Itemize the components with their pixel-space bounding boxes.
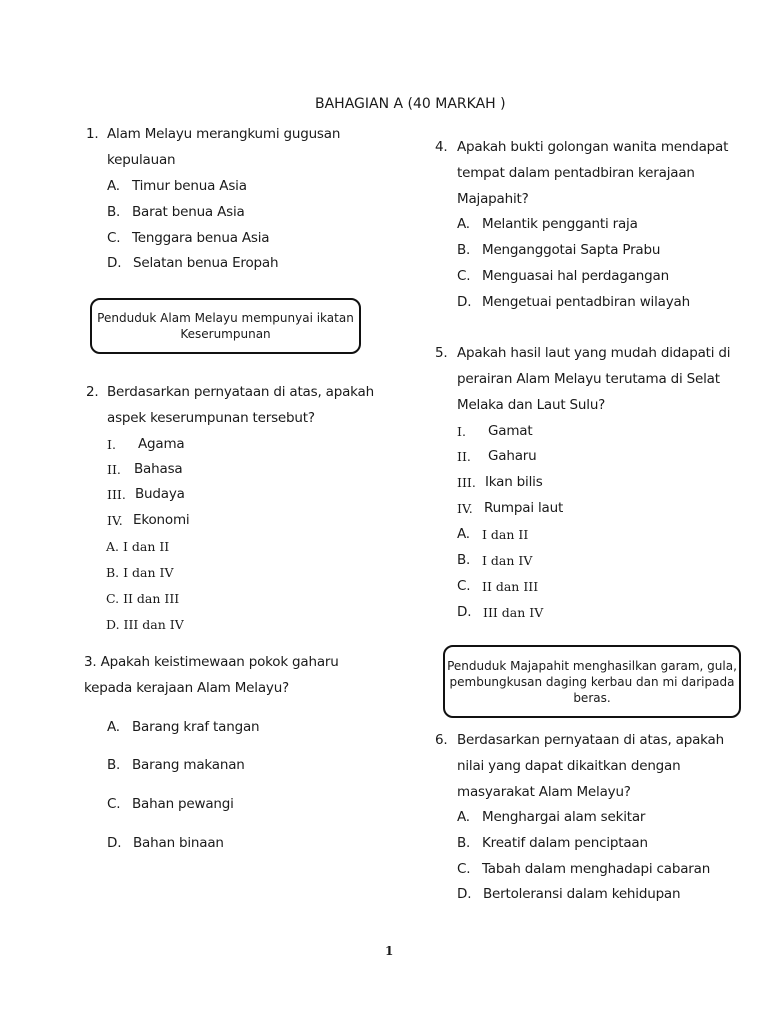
question-text: Alam Melayu merangkumi gugusan (107, 126, 341, 142)
question-text: Apakah hasil laut yang mudah didapati di (457, 345, 731, 361)
option-text: Selatan benua Eropah (133, 255, 279, 271)
option-text: III dan IV (483, 605, 544, 620)
statement-line: beras. (573, 690, 611, 705)
question-text: Apakah bukti golongan wanita mendapat (457, 139, 729, 155)
option-letter: A. (457, 809, 470, 825)
option-text: Barat benua Asia (132, 204, 245, 220)
question-text: 3. Apakah keistimewaan pokok gaharu (84, 654, 339, 670)
section-heading: BAHAGIAN A (40 MARKAH ) (315, 96, 506, 112)
question-text: perairan Alam Melayu terutama di Selat (457, 371, 720, 387)
option: B. I dan IV (106, 565, 174, 580)
question-text: kepulauan (107, 152, 176, 168)
roman-numeral: III. (107, 487, 126, 502)
option-letter: D. (107, 255, 122, 271)
option-text: Tenggara benua Asia (132, 230, 270, 246)
option-text: I dan IV (482, 553, 533, 568)
item-text: Gaharu (488, 448, 537, 464)
option-letter: B. (457, 242, 471, 258)
option-letter: D. (457, 294, 472, 310)
roman-numeral: I. (457, 424, 466, 439)
option-letter: C. (457, 578, 471, 594)
statement-line: Keserumpunan (180, 327, 271, 341)
option-text: I dan II (482, 527, 529, 542)
option-text: Tabah dalam menghadapi cabaran (482, 861, 711, 877)
option-letter: A. (457, 216, 470, 232)
option-text: Menghargai alam sekitar (482, 809, 646, 825)
page-number: 1 (385, 944, 394, 958)
question-text: nilai yang dapat dikaitkan dengan (457, 758, 681, 774)
question-text: Berdasarkan pernyataan di atas, apakah (457, 732, 724, 748)
option: D. III dan IV (106, 617, 184, 632)
option-text: Kreatif dalam penciptaan (482, 835, 648, 851)
question-text: masyarakat Alam Melayu? (457, 784, 631, 800)
question-text: tempat dalam pentadbiran kerajaan (457, 165, 695, 181)
roman-numeral: IV. (457, 501, 473, 516)
roman-numeral: III. (457, 475, 476, 490)
item-text: Ekonomi (133, 512, 190, 528)
option-text: Menganggotai Sapta Prabu (482, 242, 661, 258)
option-text: Bahan pewangi (132, 796, 234, 812)
statement-line: Penduduk Alam Melayu mempunyai ikatan (97, 311, 354, 325)
option-text: Timur benua Asia (132, 178, 247, 194)
question-number: 5. (435, 345, 448, 361)
statement-line: pembungkusan daging kerbau dan mi daripada (449, 674, 735, 689)
option-text: Bahan binaan (133, 835, 224, 851)
roman-numeral: I. (107, 437, 116, 452)
item-text: Budaya (135, 486, 185, 502)
question-text: Majapahit? (457, 191, 529, 207)
option-letter: C. (107, 796, 121, 812)
item-text: Rumpai laut (484, 500, 564, 516)
option-letter: A. (107, 178, 120, 194)
option-letter: C. (457, 861, 471, 877)
statement-box-1 (90, 298, 361, 354)
item-text: Ikan bilis (485, 474, 543, 490)
option-text: Bertoleransi dalam kehidupan (483, 886, 681, 902)
question-number: 4. (435, 139, 448, 155)
roman-numeral: II. (107, 462, 121, 477)
option-letter: A. (457, 526, 470, 542)
option-letter: D. (457, 604, 472, 620)
option: C. II dan III (106, 591, 180, 606)
statement-box-2 (443, 645, 741, 718)
option-letter: A. (107, 719, 120, 735)
item-text: Gamat (488, 423, 533, 439)
option-letter: B. (457, 552, 471, 568)
question-text: aspek keserumpunan tersebut? (107, 410, 315, 426)
question-number: 6. (435, 732, 448, 748)
option-letter: C. (457, 268, 471, 284)
question-text: kepada kerajaan Alam Melayu? (84, 680, 290, 696)
question-number: 2. (86, 384, 99, 400)
option-text: II dan III (482, 579, 539, 594)
question-text: Berdasarkan pernyataan di atas, apakah (107, 384, 374, 400)
option-letter: B. (107, 757, 121, 773)
item-text: Agama (138, 436, 185, 452)
option-text: Menguasai hal perdagangan (482, 268, 669, 284)
roman-numeral: IV. (107, 513, 123, 528)
option-text: Mengetuai pentadbiran wilayah (482, 294, 690, 310)
option-letter: B. (107, 204, 121, 220)
item-text: Bahasa (134, 461, 183, 477)
option: A. I dan II (106, 539, 170, 554)
question-text: Melaka dan Laut Sulu? (457, 397, 606, 413)
question-number: 1. (86, 126, 99, 142)
option-letter: D. (457, 886, 472, 902)
roman-numeral: II. (457, 449, 471, 464)
option-text: Barang makanan (132, 757, 245, 773)
option-letter: B. (457, 835, 471, 851)
option-letter: C. (107, 230, 121, 246)
option-letter: D. (107, 835, 122, 851)
option-text: Melantik pengganti raja (482, 216, 638, 232)
statement-line: Penduduk Majapahit menghasilkan garam, gula, (447, 658, 737, 673)
option-text: Barang kraf tangan (132, 719, 260, 735)
